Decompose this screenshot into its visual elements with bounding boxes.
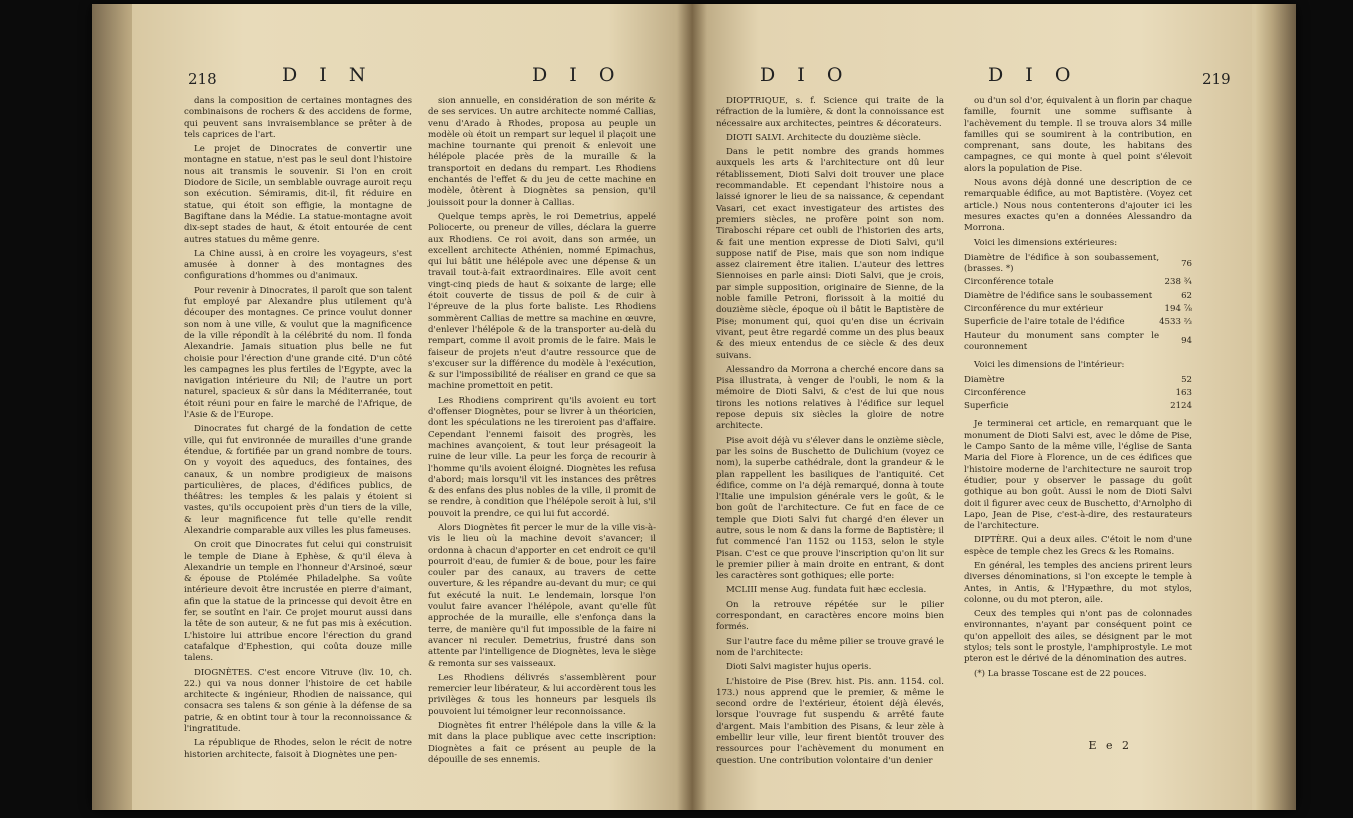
paragraph: DIOTI SALVI. Architecte du douzième siècle. — [726, 132, 921, 143]
left-page — [132, 4, 692, 810]
paragraph: Quelque temps après, le roi Demetrius, appelé Poliocerte, ou preneur de villes, déclara la guerre aux Rhodiens. Ce roi avoit, dans son armée, un excellent architecte Athénien, nommé Epimachus, qui lui bâtit une hélépole avec une dépense & un travail tout-à-fait extraordinaires. Elle avoit cent vingt-cinq pieds de haut & soixante de large; elle étoit couverte de tissus de poil & de cuir à l'épreuve de la plus forte baliste. Les Rhodiens sommèrent Callias de mettre sa machine en œuvre, d'enlever l'hélépole & de la transporter au-delà du rempart, comme il avoit promis de le faire. Mais le faiseur de projets n'eut d'autre ressource que de s'excuser sur la différence du modèle à l'exécution, & sur l'impossibilité de réaliser en grand ce que sa machine promettoit en petit. — [428, 211, 656, 392]
paragraph: DIPTÈRE. Qui a deux ailes. C'étoit le nom d'une espèce de temple chez les Grecs & les Romains. — [964, 535, 1192, 557]
paragraph: DIOPTRIQUE, s. f. Science qui traite de la réfraction de la lumière, & dont la connoissance est nécessaire aux architectes, peintres & décorateurs. — [716, 96, 944, 129]
paragraph: La Chine aussi, à en croire les voyageurs, s'est amusée à donner à des montagnes des configurations d'hommes ou d'animaux. — [184, 248, 412, 282]
dimension-row — [964, 330, 1192, 355]
dimension-value: 62 — [1181, 290, 1192, 301]
signature-mark: E e 2 — [1088, 739, 1132, 752]
open-book — [92, 4, 1296, 810]
paragraph: dans la composition de certaines montagnes des combinaisons de rochers & des accidens de forme, qui peuvent sans invraisemblance se prêter à de tels caprices de l'art. — [184, 96, 412, 140]
dimension-label: Superficie — [964, 401, 1009, 412]
dimension-value: 2124 — [1170, 401, 1192, 412]
paragraph: Sur l'autre face du même pilier se trouve gravé le nom de l'architecte: — [716, 636, 944, 658]
running-head-left-a: D I N — [282, 64, 374, 86]
dimension-value: 163 — [1175, 387, 1192, 398]
paragraph: ou d'un sol d'or, équivalent à un florin par chaque famille, fournit une somme suffisante à l'achèvement du temple. Il se trouva alors 34 mille familles qui se soumirent à la contribution, en comprenant, sans doute, les habitans des campagnes, ce qui monte à quel point s'élevoit alors la population de Pise. — [964, 96, 1192, 174]
paragraph: Dans le petit nombre des grands hommes auxquels les arts & l'architecture ont dû leur rétablissement, Dioti Salvi doit trouver une place recommandable. Et cependant l'histoire nous a laissé ignorer le lieu de sa naissance, & cependant Vasari, cet exact investigateur des artistes des premiers siècles, ne profère point son nom. Tiraboschi répare cet oubli de l'historien des arts, & fait une mention expresse de Dioti Salvi, qu'il suppose natif de Pise, mais que son nom indique assez clairement être italien. L'auteur des lettres Siennoises en parle ainsi: Dioti Salvi, que je crois, par simple supposition, originaire de Sienne, de la noble famille Petroni, florissoit à la moitié du douzième siècle, époque où il bâtit le Baptistère de Pise; monument qui, quoi qu'en dise un écrivain vivant, peut être regardé comme un des plus beaux & des mieux entendus de ce siècle & des deux suivans. — [716, 147, 944, 361]
paragraph: Dioti Salvi magister hujus operis. — [726, 662, 872, 673]
page-edges-right — [1256, 4, 1296, 810]
dimension-label: Diamètre — [964, 374, 1005, 385]
dimension-value: 76 — [1181, 258, 1192, 269]
dimension-value: 4533 ⅔ — [1159, 317, 1192, 328]
paragraph: Nous avons déjà donné une description de ce remarquable édifice, au mot Baptistère. (Voyez cet article.) Nous nous contenterons d'ajouter ici les mesures exactes qu'en a données Alessandro da Morrona. — [964, 178, 1192, 234]
paragraph: Diognètes fit entrer l'hélépole dans la ville & la mit dans la place publique avec cette inscription: Diognètes a fait ce présent au peuple de la dépouille de ses ennemis. — [428, 721, 656, 765]
right-column-1 — [716, 96, 944, 766]
paragraph: On la retrouve répétée sur le pilier correspondant, en caractères encore moins bien formés. — [716, 599, 944, 633]
dimension-row — [964, 276, 1192, 289]
paragraph: En général, les temples des anciens prirent leurs diverses dénominations, si l'on excepte le temple à Antes, in Antis, & l'Hypæthre, du mot stylos, colonne, ou du mot pteron, aile. — [964, 560, 1192, 605]
page-number-right: 219 — [1202, 70, 1231, 88]
dimension-label: Hauteur du monument sans compter le couronnement — [964, 330, 1160, 352]
paragraph: Pour revenir à Dinocrates, il paroît que son talent fut employé par Alexandre plus utilement qu'à découper des montagnes. Ce prince voulut donner son nom à une ville, & voulut que la magnificence de la ville répondît à la célébrité du nom. Il fonda Alexandrie. Jamais situation plus belle ne fut choisie pour l'érection d'une grande cité. D'un côté les campagnes les plus fertiles de l'Egypte, avec la navigation intérieure du Nil; de l'autre un port naturel, spacieux & sûr dans la Méditerranée, tout étoit réuni pour en faire le marché de l'Afrique, de l'Asie & de l'Europe. — [184, 285, 412, 421]
dimension-value: 94 — [1181, 336, 1192, 347]
interior-intro: Voici les dimensions de l'intérieur: — [974, 360, 1125, 371]
dimension-label: Circonférence totale — [964, 277, 1054, 288]
paragraph: Voici les dimensions extérieures: — [974, 237, 1118, 248]
paragraph: DIOGNÈTES. C'est encore Vitruve (liv. 10, ch. 22.) qui va nous donner l'histoire de cet habile architecte & ingénieur, Rhodien de naissance, qui consacra ses talens & son génie à la défense de sa patrie, & en obtint tour à tour la reconnoissance & l'ingratitude. — [184, 667, 412, 735]
paragraph: Pise avoit déjà vu s'élever dans le onzième siècle, par les soins de Buschetto de Dulichium (voyez ce nom), la superbe cathédrale, dont la grandeur & le plan rappellent les basiliques de l'antiquité. Cet édifice, comme on l'a déjà remarqué, donna à toute l'Italie une impulsion générale vers le goût, & le bon goût de l'architecture. Ce fut en face de ce temple que Dioti Salvi fut chargé d'en élever un autre, sous le nom & dans la forme de Baptistère; il fut commencé l'an 1152 ou 1153, selon le style Pisan. C'est ce que prouve l'inscription qu'on lit sur le premier pilier à main droite en entrant, & dont les caractères sont gothiques; elle porte: — [716, 435, 944, 582]
paragraph: Alessandro da Morrona a cherché encore dans sa Pisa illustrata, à venger de l'oubli, le nom & la mémoire de Dioti Salvi, & c'est de lui que nous tirons les notions relatives à l'édifice sur lequel repose depuis six siècles la gloire de notre architecte. — [716, 364, 944, 432]
dimension-row — [964, 400, 1192, 413]
paragraph: Les Rhodiens comprirent qu'ils avoient eu tort d'offenser Diognètes, pour se livrer à un théoricien, dont les spéculations ne les tireroient pas d'affaire. Cependant l'ennemi faisoit des progrès, les machines avançoient, & tout leur présageoit la ruine de leur ville. La peur les força de recourir à l'homme qu'ils avoient éloigné. Diognètes les refusa d'abord; mais lorsqu'il vit les instances des prêtres & des enfans des plus nobles de la ville, il promit de se rendre, à condition que l'hélépole seroit à lui, s'il pouvoit la prendre, ce qui lui fut accordé. — [428, 395, 656, 519]
dimension-row — [964, 252, 1192, 277]
dimension-value: 238 ¾ — [1164, 277, 1192, 288]
dimension-row — [964, 303, 1192, 316]
paragraph: Je terminerai cet article, en remarquant que le monument de Dioti Salvi est, avec le dôme de Pise, le Campo Santo de la même ville, l'église de Santa Maria del Fiore à Florence, un de ces édifices que l'histoire moderne de l'architecture ne sauroit trop étudier, pour y observer le passage du goût gothique au bon goût. Aussi le nom de Dioti Salvi doit il figurer avec ceux de Buschetto, d'Arnolpho di Lapo, Jean de Pise, c'est-à-dire, des restaurateurs de l'architecture. — [964, 419, 1192, 532]
paragraph: Le projet de Dinocrates de convertir une montagne en statue, n'est pas le seul dont l'histoire nous ait transmis le souvenir. Si l'on en croit Diodore de Sicile, un semblable ouvrage auroit reçu son exécution. Sémiramis, dit-il, fit réduire en statue, qui étoit son effigie, la montagne de Bagiftane dans la Médie. La statue-montagne avoit dix-sept stades de haut, & étoit entourée de cent autres statues du même genre. — [184, 144, 412, 245]
dimension-row — [964, 290, 1192, 303]
dimension-row — [964, 387, 1192, 400]
paragraph: Dinocrates fut chargé de la fondation de cette ville, qui fut environnée de murailles d'une grande étendue, & fortifiée par un grand nombre de tours. On y voyoit des aqueducs, des fontaines, des canaux, & un nombre prodigieux de maisons particulières, de places, d'édifices publics, de théâtres: les temples & les palais y étoient si vastes, qu'ils occupoient près d'un tiers de la ville, & leur magnificence fut telle qu'elle rendit Alexandrie comparable aux villes les plus fameuses. — [184, 424, 412, 536]
dimension-label: Diamètre de l'édifice à son soubassement, (brasses. *) — [964, 252, 1160, 275]
left-column-2 — [428, 96, 656, 765]
paragraph: La république de Rhodes, selon le récit de notre historien architecte, faisoit à Diognètes une pen- — [184, 738, 412, 760]
page-number-left: 218 — [188, 70, 217, 88]
paragraph: MCLIII mense Aug. fundata fuit hæc ecclesia. — [726, 585, 927, 596]
running-head-right-a: D I O — [760, 64, 851, 86]
dimension-label: Circonférence du mur extérieur — [964, 304, 1103, 315]
paragraph: Ceux des temples qui n'ont pas de colonnades environnantes, n'ayant par conséquent point ce qu'on appelloit des ailes, se désignent par le mot stylos; tels sont le prostyle, l'amphiprostyle. Le mot pteron est le dérivé de la dénomination des autres. — [964, 609, 1192, 665]
dimension-label: Circonférence — [964, 387, 1026, 398]
paragraph: (*) La brasse Toscane est de 22 pouces. — [974, 668, 1147, 679]
dimension-row — [964, 374, 1192, 387]
paragraph: sion annuelle, en considération de son mérite & de ses services. Un autre architecte nommé Callias, venu d'Arado à Rhodes, proposa au peuple un modèle où étoit un rempart sur lequel il plaçoit une machine tournante qui prenoit & enlevoit une hélépole placée près de la muraille & la transportoit en dedans du rempart. Les Rhodiens enchantés de l'effet & du jeu de cette machine en modèle, ôtèrent à Diognètes sa pension, qu'il jouissoit pour la donner à Callias. — [428, 96, 656, 208]
paragraph: Les Rhodiens délivrés s'assemblèrent pour remercier leur libérateur, & lui accordèrent tous les privilèges & tous les honneurs par lesquels ils pouvoient lui témoigner leur reconnoissance. — [428, 672, 656, 717]
running-head-left-b: D I O — [532, 64, 623, 86]
dimension-value: 194 ⅞ — [1164, 304, 1192, 315]
dimension-value: 52 — [1181, 374, 1192, 385]
interior-dimensions-table — [964, 374, 1192, 414]
paragraph: On croit que Dinocrates fut celui qui construisit le temple de Diane à Ephèse, & qu'il éleva à Alexandrie un temple en l'honneur d'Arsinoé, sœur & épouse de Ptolémée Philadelphe. Sa voûte intérieure devoit être incrustée en pierre d'aimant, afin que la statue de la princesse qui devoit être en fer, se soutînt en l'air. Ce projet mourut aussi dans la tête de son auteur, & ne fut pas mis à exécution. L'histoire lui attribue encore l'érection du grand catafalque d'Ephestion, qui coûta douze mille talens. — [184, 540, 412, 664]
right-page — [692, 4, 1252, 810]
right-column-2 — [964, 96, 1192, 736]
running-head-right-b: D I O — [988, 64, 1079, 86]
paragraph: L'histoire de Pise (Brev. hist. Pis. ann. 1154. col. 173.) nous apprend que le premier, & même le second ordre de l'extérieur, étoient déjà élevés, lorsque l'ouvrage fut suspendu & arrêté faute d'argent. Mais l'ambition des Pisans, & leur zèle à embellir leur ville, leur firent bientôt trouver des ressources pour l'achèvement du monument en question. Une contribution volontaire d'un denier — [716, 676, 944, 766]
book-gutter — [677, 4, 707, 810]
dimension-label: Diamètre de l'édifice sans le soubassement — [964, 290, 1153, 301]
dimension-row — [964, 316, 1192, 329]
exterior-dimensions-table — [964, 252, 1192, 354]
paragraph: Alors Diognètes fit percer le mur de la ville vis-à-vis le lieu où la machine devoit s'avancer; il ordonna à chacun d'apporter en cet endroit ce qu'il pourroit d'eau, de fumier & de boue, pour les faire couler par des canaux, au travers de cette ouverture, & les répandre au-devant du mur; ce qui fut exécuté la nuit. Le lendemain, lorsque l'on voulut faire avancer l'hélépole, avant qu'elle fût approchée de la muraille, elle s'enfonça dans la terre, de manière qu'il fut impossible de la faire ni avancer ni reculer. Demetrius, frustré dans son attente par l'intelligence de Diognètes, leva le siège & remonta sur ses vaisseaux. — [428, 522, 656, 669]
dimension-label: Superficie de l'aire totale de l'édifice — [964, 317, 1125, 328]
left-column-1 — [184, 96, 412, 760]
